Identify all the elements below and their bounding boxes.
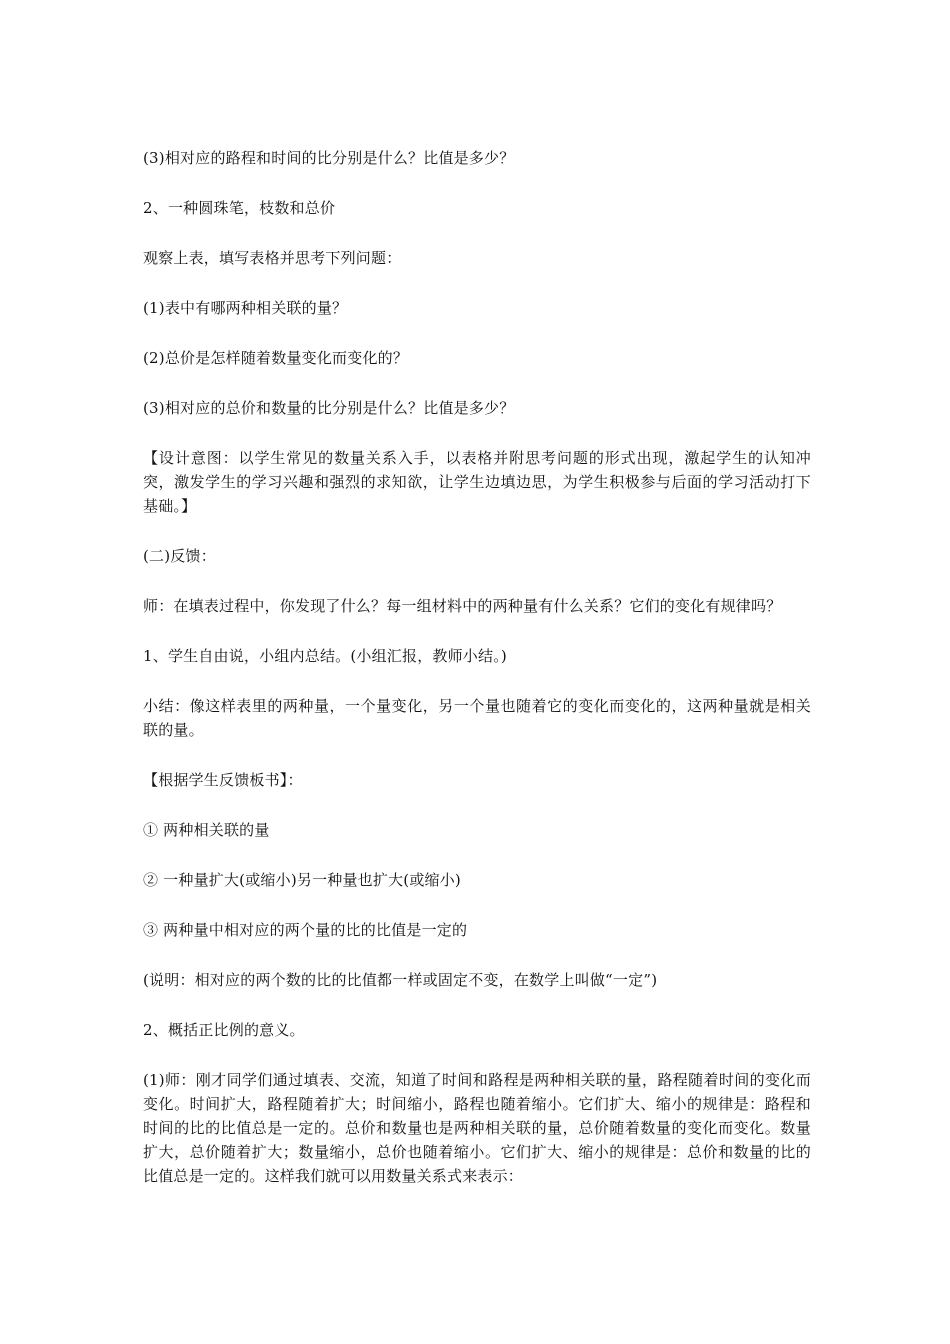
list-item: ② 一种量扩大(或缩小)另一种量也扩大(或缩小) bbox=[143, 871, 461, 889]
section-heading: (二)反馈： bbox=[143, 547, 216, 565]
design-intent-note: 【设计意图：以学生常见的数量关系入手，以表格并附思考问题的形式出现，激起学生的认知冲突，激发学生的学习兴趣和强烈的求知欲，让学生边填边思，为学生积极参与后面的学习活动打下基础。】 bbox=[143, 449, 811, 515]
paragraph: (1)师：刚才同学们通过填表、交流，知道了时间和路程是两种相关联的量，路程随着时间的变化而变化。时间扩大，路程随着扩大；时间缩小，路程也随着缩小。它们扩大、缩小的规律是：路程和时间的比的比值总是一定的。总价和数量也是两种相关联的量，总价随着数量的变化而变化。数量扩大，总价随着扩大；数量缩小，总价也随着缩小。它们扩大、缩小的规律是：总价和数量的比的比值总是一定的。这样我们就可以用数量关系式来表示： bbox=[143, 1071, 811, 1185]
paragraph: (3)相对应的路程和时间的比分别是什么？比值是多少？ bbox=[143, 149, 515, 167]
paragraph: (1)表中有哪两种相关联的量？ bbox=[143, 299, 348, 317]
paragraph: 观察上表，填写表格并思考下列问题： bbox=[143, 249, 402, 267]
paragraph: 师：在填表过程中，你发现了什么？每一组材料中的两种量有什么关系？它们的变化有规律吗？ bbox=[143, 597, 782, 615]
summary-paragraph: 小结：像这样表里的两种量，一个量变化，另一个量也随着它的变化而变化的，这两种量就是相关联的量。 bbox=[143, 697, 811, 739]
paragraph: 2、一种圆珠笔，枝数和总价 bbox=[143, 199, 336, 217]
paragraph: 【根据学生反馈板书】： bbox=[143, 771, 303, 789]
list-item: ① 两种相关联的量 bbox=[143, 821, 270, 839]
paragraph: 1、学生自由说，小组内总结。(小组汇报，教师小结。) bbox=[143, 647, 507, 665]
paragraph: 2、概括正比例的意义。 bbox=[143, 1021, 305, 1039]
document-body bbox=[143, 146, 811, 1214]
paragraph: (2)总价是怎样随着数量变化而变化的？ bbox=[143, 349, 409, 367]
list-item: ③ 两种量中相对应的两个量的比的比值是一定的 bbox=[143, 921, 468, 939]
note-paragraph: (说明：相对应的两个数的比的比值都一样或固定不变，在数学上叫做“一定”) bbox=[143, 971, 658, 989]
paragraph: (3)相对应的总价和数量的比分别是什么？比值是多少？ bbox=[143, 399, 515, 417]
